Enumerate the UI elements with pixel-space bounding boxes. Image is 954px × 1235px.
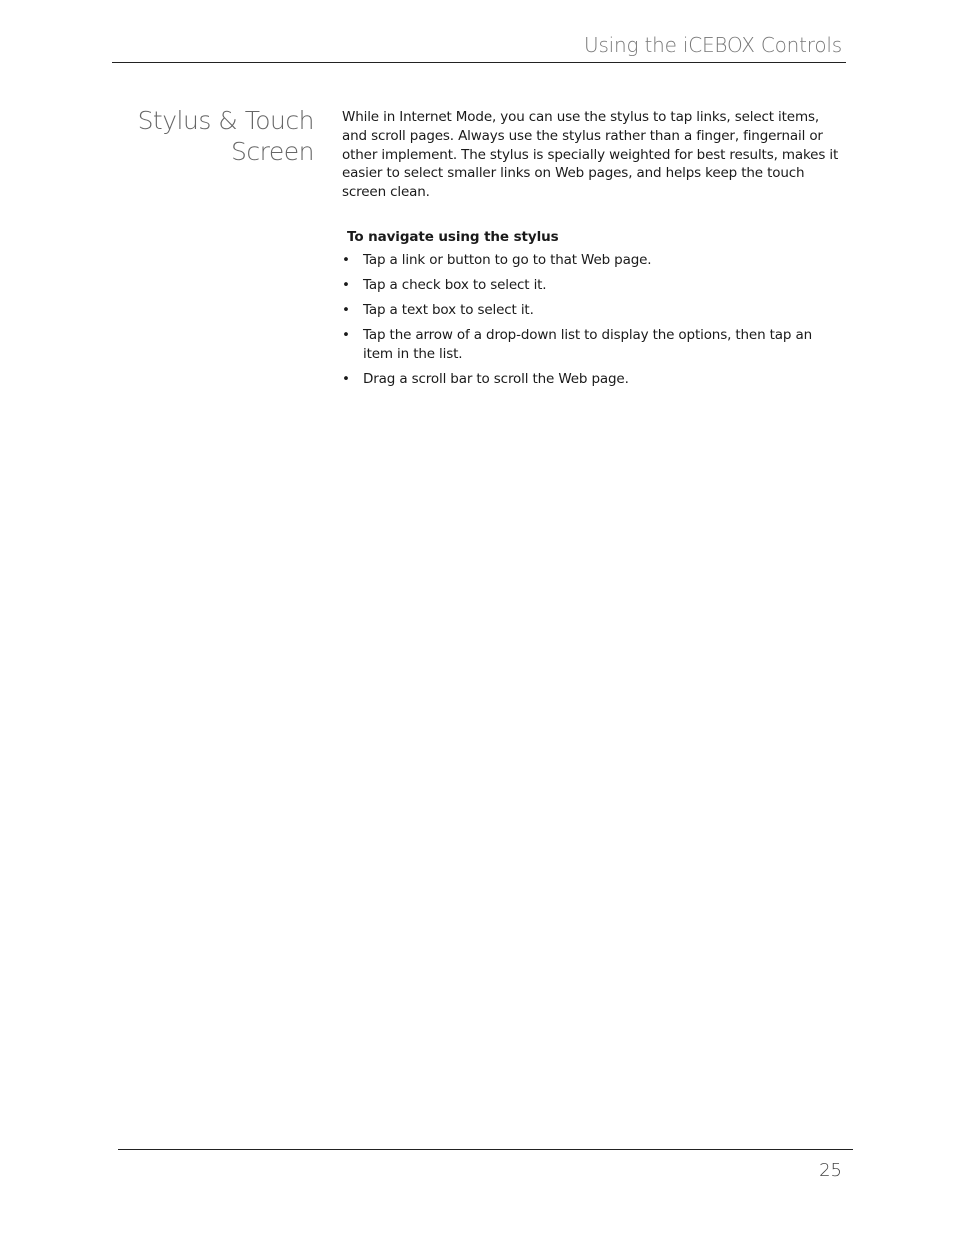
list-item-text: Tap a text box to select it. — [363, 301, 534, 318]
running-header: Using the iCEBOX Controls — [584, 33, 842, 57]
list-item — [342, 370, 842, 389]
intro-paragraph: While in Internet Mode, you can use the stylus to tap links, select items, and scroll pages. Always use the stylus rather than a finger, fingernail or other implement. The stylus is specially weighted for best results, makes it easier to select smaller links on Web pages, and helps keep the touch screen clean. — [342, 109, 839, 201]
header-rule — [112, 62, 846, 63]
procedure-heading: To navigate using the stylus — [347, 228, 559, 245]
section-title-line-2: Screen — [231, 137, 314, 166]
page-number: 25 — [819, 1160, 842, 1181]
list-item-text: Drag a scroll bar to scroll the Web page. — [363, 370, 629, 387]
list-item — [342, 326, 842, 364]
bullet-icon: • — [342, 251, 350, 268]
list-item-text: Tap the arrow of a drop-down list to display the options, then tap an item in the list. — [363, 326, 812, 362]
steps-list — [342, 251, 842, 389]
section-title — [110, 105, 314, 167]
bullet-icon: • — [342, 370, 350, 387]
bullet-icon: • — [342, 301, 350, 318]
list-item — [342, 251, 842, 270]
list-item — [342, 301, 842, 320]
list-item-text: Tap a link or button to go to that Web page. — [363, 251, 652, 268]
list-item-text: Tap a check box to select it. — [363, 276, 547, 293]
bullet-icon: • — [342, 326, 350, 343]
bullet-icon: • — [342, 276, 350, 293]
body-column — [342, 108, 842, 395]
list-item — [342, 276, 842, 295]
footer-rule — [118, 1149, 853, 1150]
section-title-line-1: Stylus & Touch — [137, 106, 314, 135]
